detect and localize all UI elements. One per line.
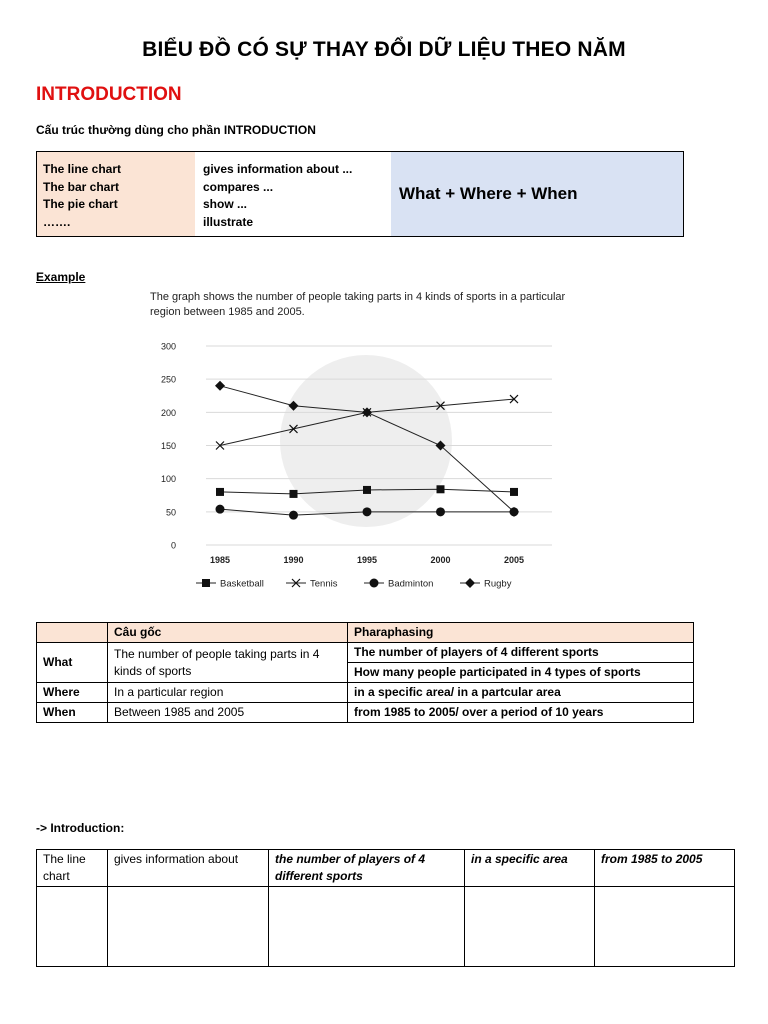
watermark-icon bbox=[280, 355, 452, 527]
chart-legend bbox=[196, 578, 512, 590]
y-tick-label: 100 bbox=[160, 474, 176, 485]
what-label: What bbox=[37, 643, 108, 683]
y-tick-label: 250 bbox=[160, 374, 176, 385]
structure-formula: What + Where + When bbox=[399, 184, 578, 203]
what-original: The number of people taking parts in 4 kinds of sports bbox=[108, 643, 348, 683]
intro-verb: gives information about bbox=[108, 850, 269, 887]
x-tick-label: 1985 bbox=[209, 555, 231, 565]
intro-what: the number of players of 4 different sports bbox=[269, 850, 465, 887]
legend-marker-basketball bbox=[202, 579, 210, 587]
when-label: When bbox=[37, 703, 108, 723]
introduction-heading: INTRODUCTION bbox=[36, 84, 182, 105]
legend-marker-badminton bbox=[370, 579, 379, 588]
x-tick-label: 1990 bbox=[283, 555, 304, 565]
y-tick-label: 0 bbox=[170, 540, 176, 551]
basketball-point bbox=[510, 488, 518, 496]
header-paraphrasing: Pharaphasing bbox=[348, 623, 694, 643]
legend-label-tennis: Tennis bbox=[310, 578, 338, 590]
structure-verbs bbox=[195, 152, 391, 236]
y-tick-label: 50 bbox=[165, 507, 176, 518]
basketball-point bbox=[290, 490, 298, 498]
y-tick-label: 200 bbox=[160, 407, 176, 418]
verb-gives: gives information about ... bbox=[203, 162, 353, 176]
when-paraphrase: from 1985 to 2005/ over a period of 10 years bbox=[348, 703, 694, 723]
badminton-point bbox=[363, 507, 372, 516]
page-title: BIỂU ĐỒ CÓ SỰ THAY ĐỔI DỮ LIỆU THEO NĂM bbox=[142, 38, 626, 61]
badminton-point bbox=[289, 511, 298, 520]
basketball-point bbox=[363, 486, 371, 494]
empty-cell[interactable] bbox=[108, 887, 269, 967]
rugby-point bbox=[215, 381, 225, 391]
legend-label-basketball: Basketball bbox=[220, 578, 264, 590]
when-original: Between 1985 and 2005 bbox=[108, 703, 348, 723]
x-tick-label: 2005 bbox=[503, 555, 525, 565]
subject-ellipsis: ……. bbox=[43, 214, 71, 229]
intro-when: from 1985 to 2005 bbox=[595, 850, 735, 887]
verb-compares: compares ... bbox=[203, 179, 274, 194]
legend-label-badminton: Badminton bbox=[388, 578, 434, 590]
where-label: Where bbox=[37, 683, 108, 703]
badminton-point bbox=[216, 505, 225, 514]
example-label: Example bbox=[36, 270, 86, 284]
what-row-1 bbox=[37, 643, 694, 663]
x-tick-label: 1995 bbox=[356, 555, 378, 565]
legend-marker-rugby bbox=[465, 578, 475, 588]
paraphrase-header-row bbox=[37, 623, 694, 643]
badminton-point bbox=[436, 507, 445, 516]
y-tick-label: 300 bbox=[160, 341, 176, 352]
intro-subject: The line chart bbox=[37, 850, 108, 887]
what-paraphrase-1: The number of players of 4 different sports bbox=[348, 643, 694, 663]
subject-line: The line chart bbox=[43, 162, 122, 176]
what-paraphrase-2: How many people participated in 4 types of sports bbox=[348, 663, 694, 683]
chart-svg bbox=[146, 286, 594, 598]
introduction-row bbox=[37, 850, 735, 887]
basketball-point bbox=[216, 488, 224, 496]
verb-illustrate: illustrate bbox=[203, 214, 254, 229]
when-row bbox=[37, 703, 694, 723]
subject-pie: The pie chart bbox=[43, 197, 118, 211]
x-tick-label: 2000 bbox=[430, 555, 451, 565]
empty-cell[interactable] bbox=[269, 887, 465, 967]
empty-cell[interactable] bbox=[595, 887, 735, 967]
empty-cell[interactable] bbox=[465, 887, 595, 967]
structure-table bbox=[36, 151, 684, 237]
where-row bbox=[37, 683, 694, 703]
legend-label-rugby: Rugby bbox=[484, 578, 512, 590]
y-tick-label: 150 bbox=[160, 441, 176, 451]
structure-caption: Cấu trúc thường dùng cho phần INTRODUCTION bbox=[36, 123, 316, 137]
where-original: In a particular region bbox=[108, 683, 348, 703]
paraphrase-table bbox=[36, 622, 694, 723]
header-empty bbox=[37, 623, 108, 643]
line-chart bbox=[146, 286, 594, 598]
introduction-table bbox=[36, 849, 735, 967]
introduction-label: -> Introduction: bbox=[36, 821, 125, 835]
chart-description: The graph shows the number of people taking parts in 4 kinds of sports in a particular region between 1985 and 2005. bbox=[150, 291, 566, 318]
subject-bar: The bar chart bbox=[43, 179, 120, 194]
verb-show: show ... bbox=[203, 197, 248, 211]
header-original: Câu gốc bbox=[108, 623, 348, 643]
structure-subjects bbox=[37, 152, 195, 236]
basketball-point bbox=[437, 485, 445, 493]
introduction-empty-row bbox=[37, 887, 735, 967]
empty-cell[interactable] bbox=[37, 887, 108, 967]
intro-where: in a specific area bbox=[465, 850, 595, 887]
structure-formula-cell bbox=[391, 152, 683, 236]
where-paraphrase: in a specific area/ in a partcular area bbox=[348, 683, 694, 703]
